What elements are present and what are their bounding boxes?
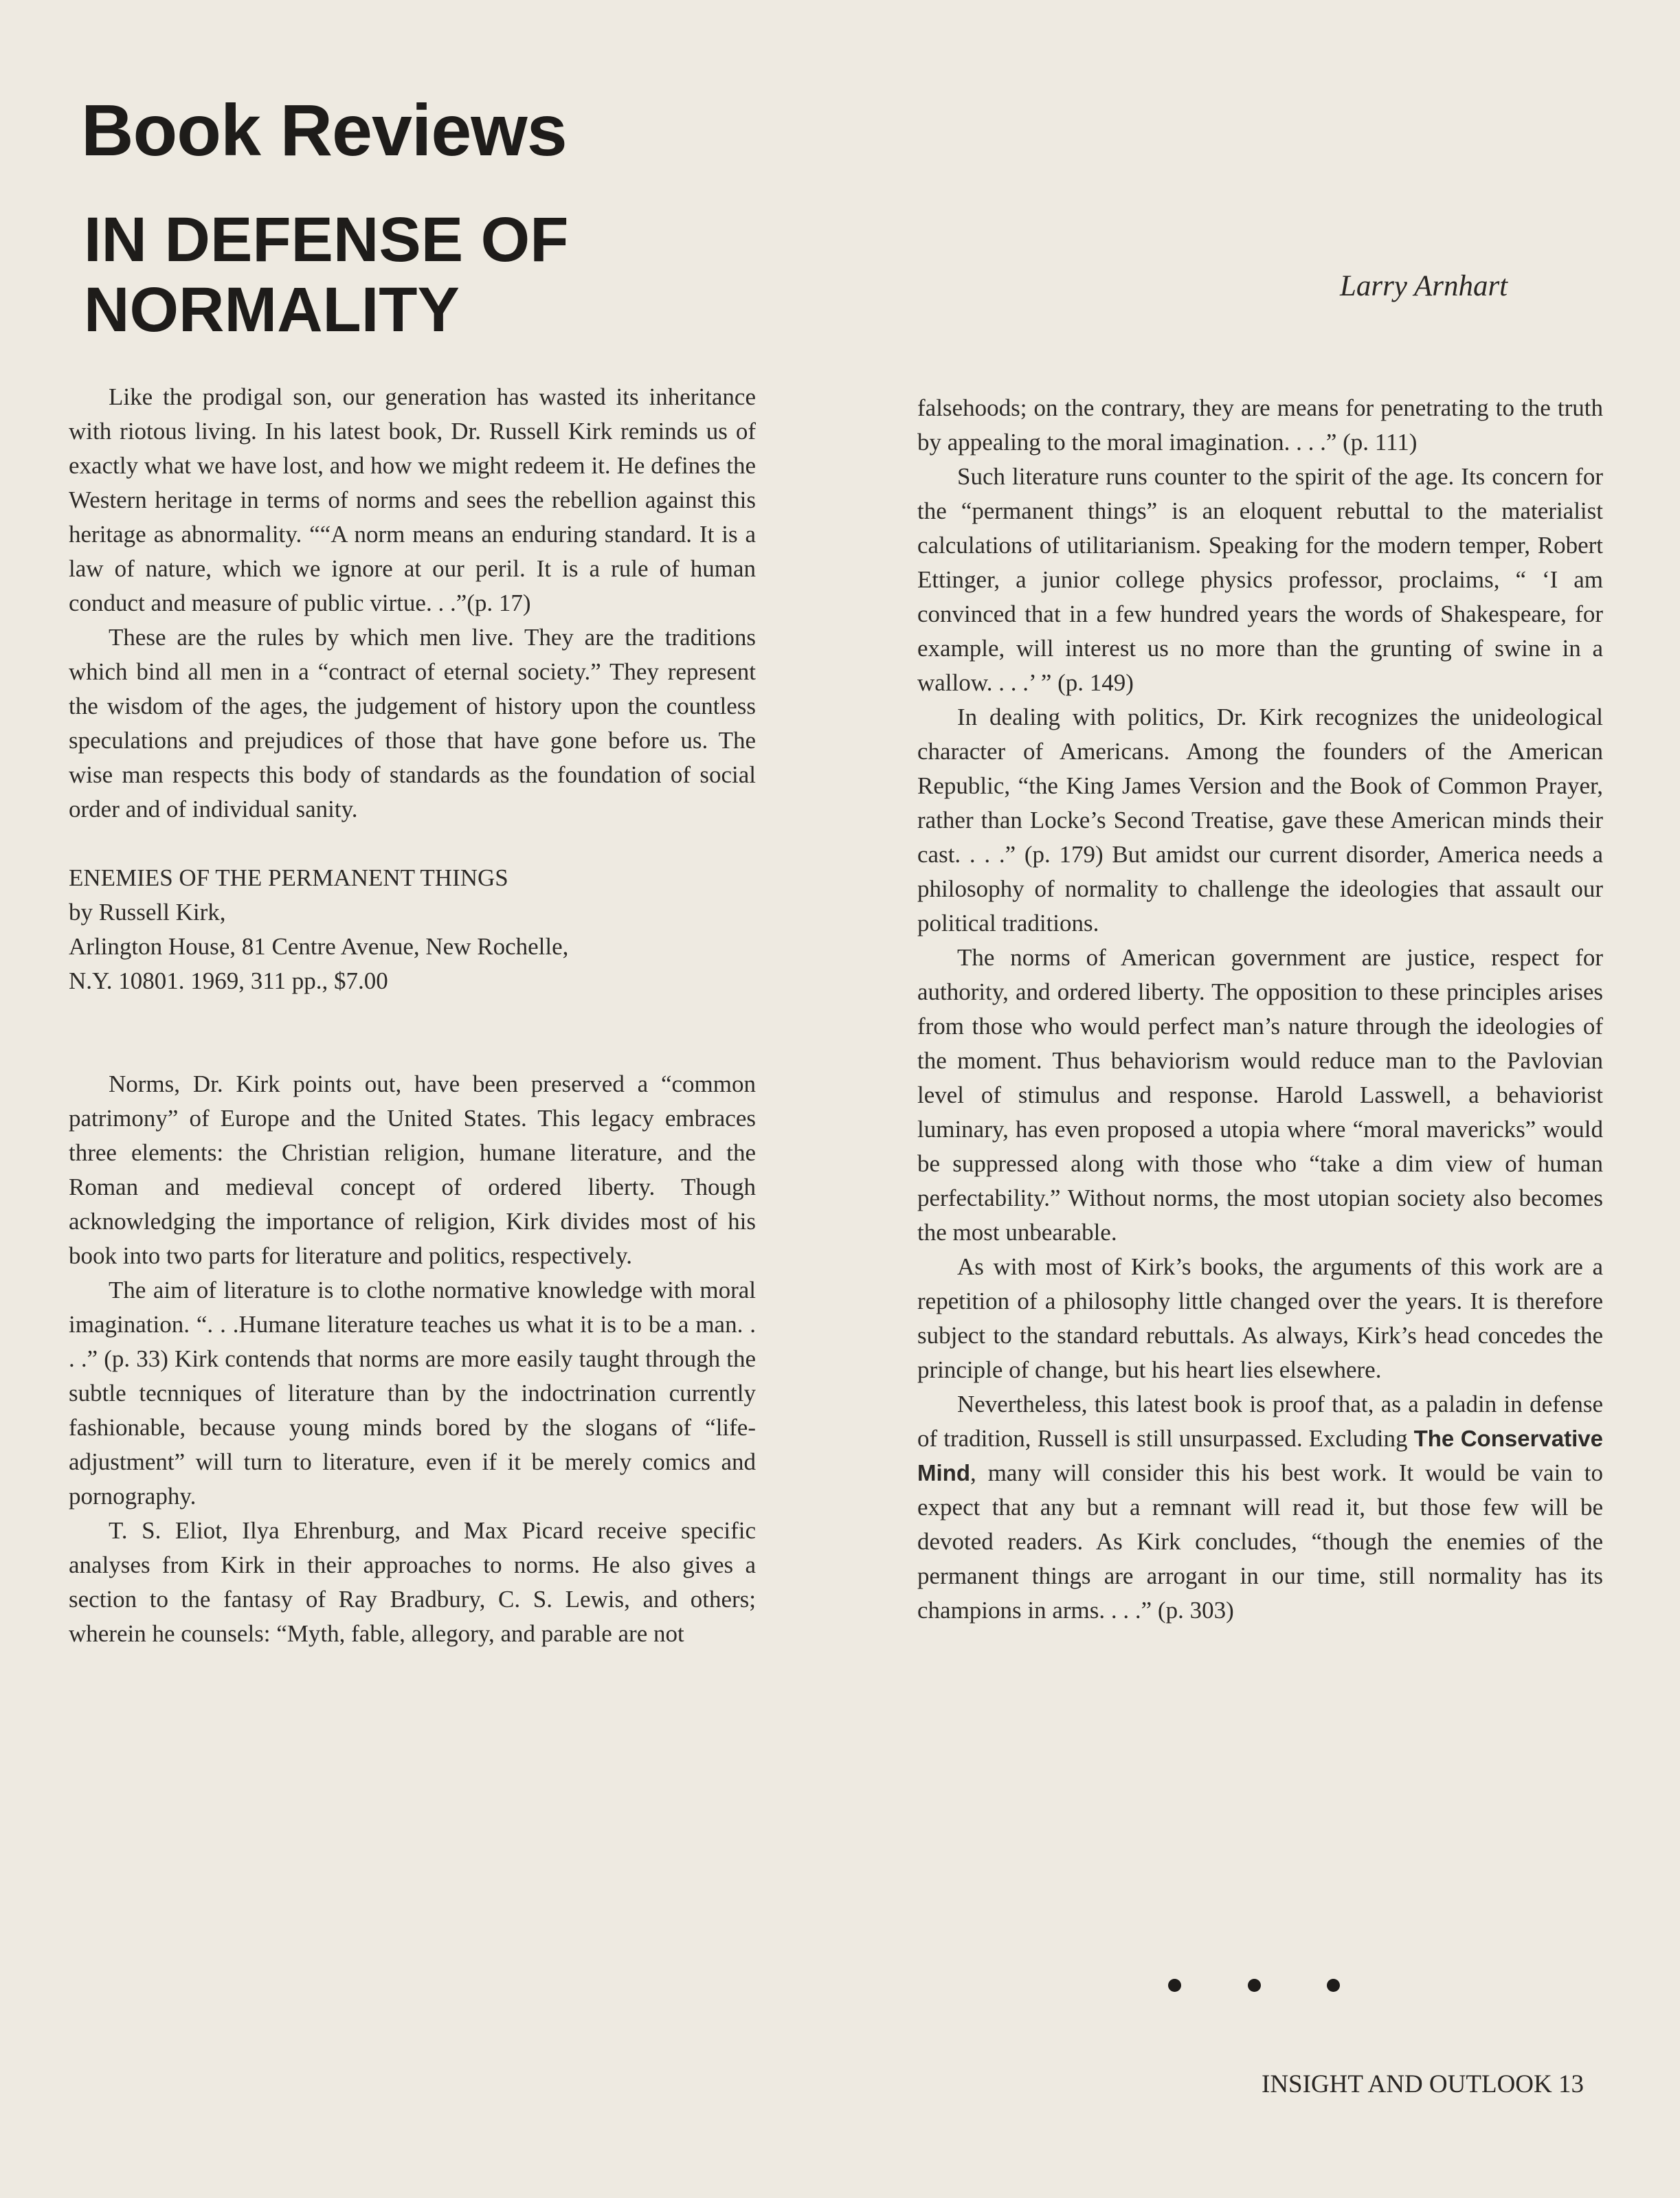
end-dot xyxy=(1168,1979,1181,1992)
body-paragraph: The norms of American government are justice, respect for authority, and ordered liberty. The opposition to these principles arises from those who would perfect man’s nature through the ideologies of the moment. Thus behaviorism would reduce man to the Pavlovian level of stimulus and response. Harold Lasswell, a behaviorist luminary, has even proposed a utopia where “moral mavericks” would be suppressed along with those who “take a dim view of human perfectability.” Without norms, the most utopian society also becomes the most unbearable. xyxy=(917,944,1603,1246)
article-title: IN DEFENSE OF NORMALITY xyxy=(84,205,569,345)
end-dot xyxy=(1248,1979,1261,1992)
body-paragraph: Such literature runs counter to the spirit of the age. Its concern for the “permanent things” is an eloquent rebuttal to the materialist calculations of utilitarianism. Speaking for the modern temper, Robert Ettinger, a junior college physics professor, proclaims, “ ‘I am convinced that in a few hundred years the words of Shakespeare, for example, will interest us no more than the grunting of swine in a wallow. . . .’ ” (p. 149) xyxy=(917,463,1603,696)
book-publisher: Arlington House, 81 Centre Avenue, New Rochelle, xyxy=(69,933,569,960)
end-of-article-marks xyxy=(1168,1979,1340,1992)
intro-paragraph: Like the prodigal son, our generation has wasted its inheritance with riotous living. In his latest book, Dr. Russell Kirk reminds us of exactly what we have lost, and how we might redeem it. He defines the Western heritage in terms of norms and sees the rebellion against this heritage as abnormality. ““A norm means an enduring standard. It is a law of nature, which we ignore at our peril. It is a rule of human conduct and measure of public virtue. . .”(p. 17) xyxy=(69,383,756,616)
section-title: Book Reviews xyxy=(81,90,567,171)
body-paragraph: Norms, Dr. Kirk points out, have been preserved a “common patrimony” of Europe and the United States. This legacy embraces three elements: the Christian religion, humane literature, and the Roman and medieval concept of ordered liberty. Though acknowledging the importance of religion, Kirk divides most of his book into two parts for literature and politics, respectively. xyxy=(69,1070,756,1269)
body-paragraph: The aim of literature is to clothe normative knowledge with moral imagination. “. . .Humane literature teaches us what it is to be a man. . . .” (p. 33) Kirk contends that norms are more easily taught through the subtle tecnniques of literature than by the indoctrination currently fashionable, because young minds bored by the slogans of “life-adjustment” will turn to literature, even if it be merely comics and pornography. xyxy=(69,1277,756,1510)
author-byline: Larry Arnhart xyxy=(1340,270,1508,302)
body-paragraph: falsehoods; on the contrary, they are means for penetrating to the truth by appealing to the moral imagination. . . .” (p. 111) xyxy=(917,394,1603,456)
page-number: 13 xyxy=(1558,2070,1584,2098)
left-column xyxy=(69,380,756,1651)
book-info xyxy=(69,861,756,998)
body-paragraph: T. S. Eliot, Ilya Ehrenburg, and Max Picard receive specific analyses from Kirk in their approaches to norms. He also gives a section to the fantasy of Ray Bradbury, C. S. Lewis, and others; wherein he counsels: “Myth, fable, allegory, and parable are not xyxy=(69,1517,756,1647)
publication-name: INSIGHT AND OUTLOOK xyxy=(1262,2070,1552,2098)
book-details: N.Y. 10801. 1969, 311 pp., $7.00 xyxy=(69,967,388,994)
intro-paragraph: These are the rules by which men live. They are the traditions which bind all men in a “contract of eternal society.” They represent the wisdom of the ages, the judgement of history upon the countless speculations and prejudices of those that have gone before us. The wise man respects this body of standards as the foundation of social order and of individual sanity. xyxy=(69,624,756,822)
page-footer xyxy=(1262,2070,1584,2099)
closing-paragraph xyxy=(917,1387,1603,1628)
body-paragraph: As with most of Kirk’s books, the arguments of this work are a repetition of a philosophy little changed over the years. It is therefore subject to the standard rebuttals. As always, Kirk’s head concedes the principle of change, but his heart lies elsewhere. xyxy=(917,1253,1603,1383)
right-column xyxy=(917,391,1603,1628)
referenced-book-title: The Conservative Mind xyxy=(917,1426,1603,1485)
book-author: by Russell Kirk, xyxy=(69,899,226,926)
body-paragraph: In dealing with politics, Dr. Kirk recognizes the unideological character of Americans. Among the founders of the American Republic, “the King James Version and the Book of Common Prayer, rather than Locke’s Second Treatise, gave these American minds their cast. . . .” (p. 179) But amidst our current disorder, America needs a philosophy of normality to challenge the ideologies that assault our political traditions. xyxy=(917,704,1603,937)
book-title: ENEMIES OF THE PERMANENT THINGS xyxy=(69,864,508,891)
closing-text-start: Nevertheless, this latest book is proof that, as a paladin in defense of tradition, Russell is still unsurpassed. Excluding xyxy=(917,1391,1603,1452)
end-dot xyxy=(1327,1979,1340,1992)
closing-text-end: , many will consider this his best work. It would be vain to expect that any but a remnant will read it, but those few will be devoted readers. As Kirk concludes, “though the enemies of the permanent things are arrogant in our time, still normality has its champions in arms. . . .” (p. 303) xyxy=(917,1459,1603,1624)
